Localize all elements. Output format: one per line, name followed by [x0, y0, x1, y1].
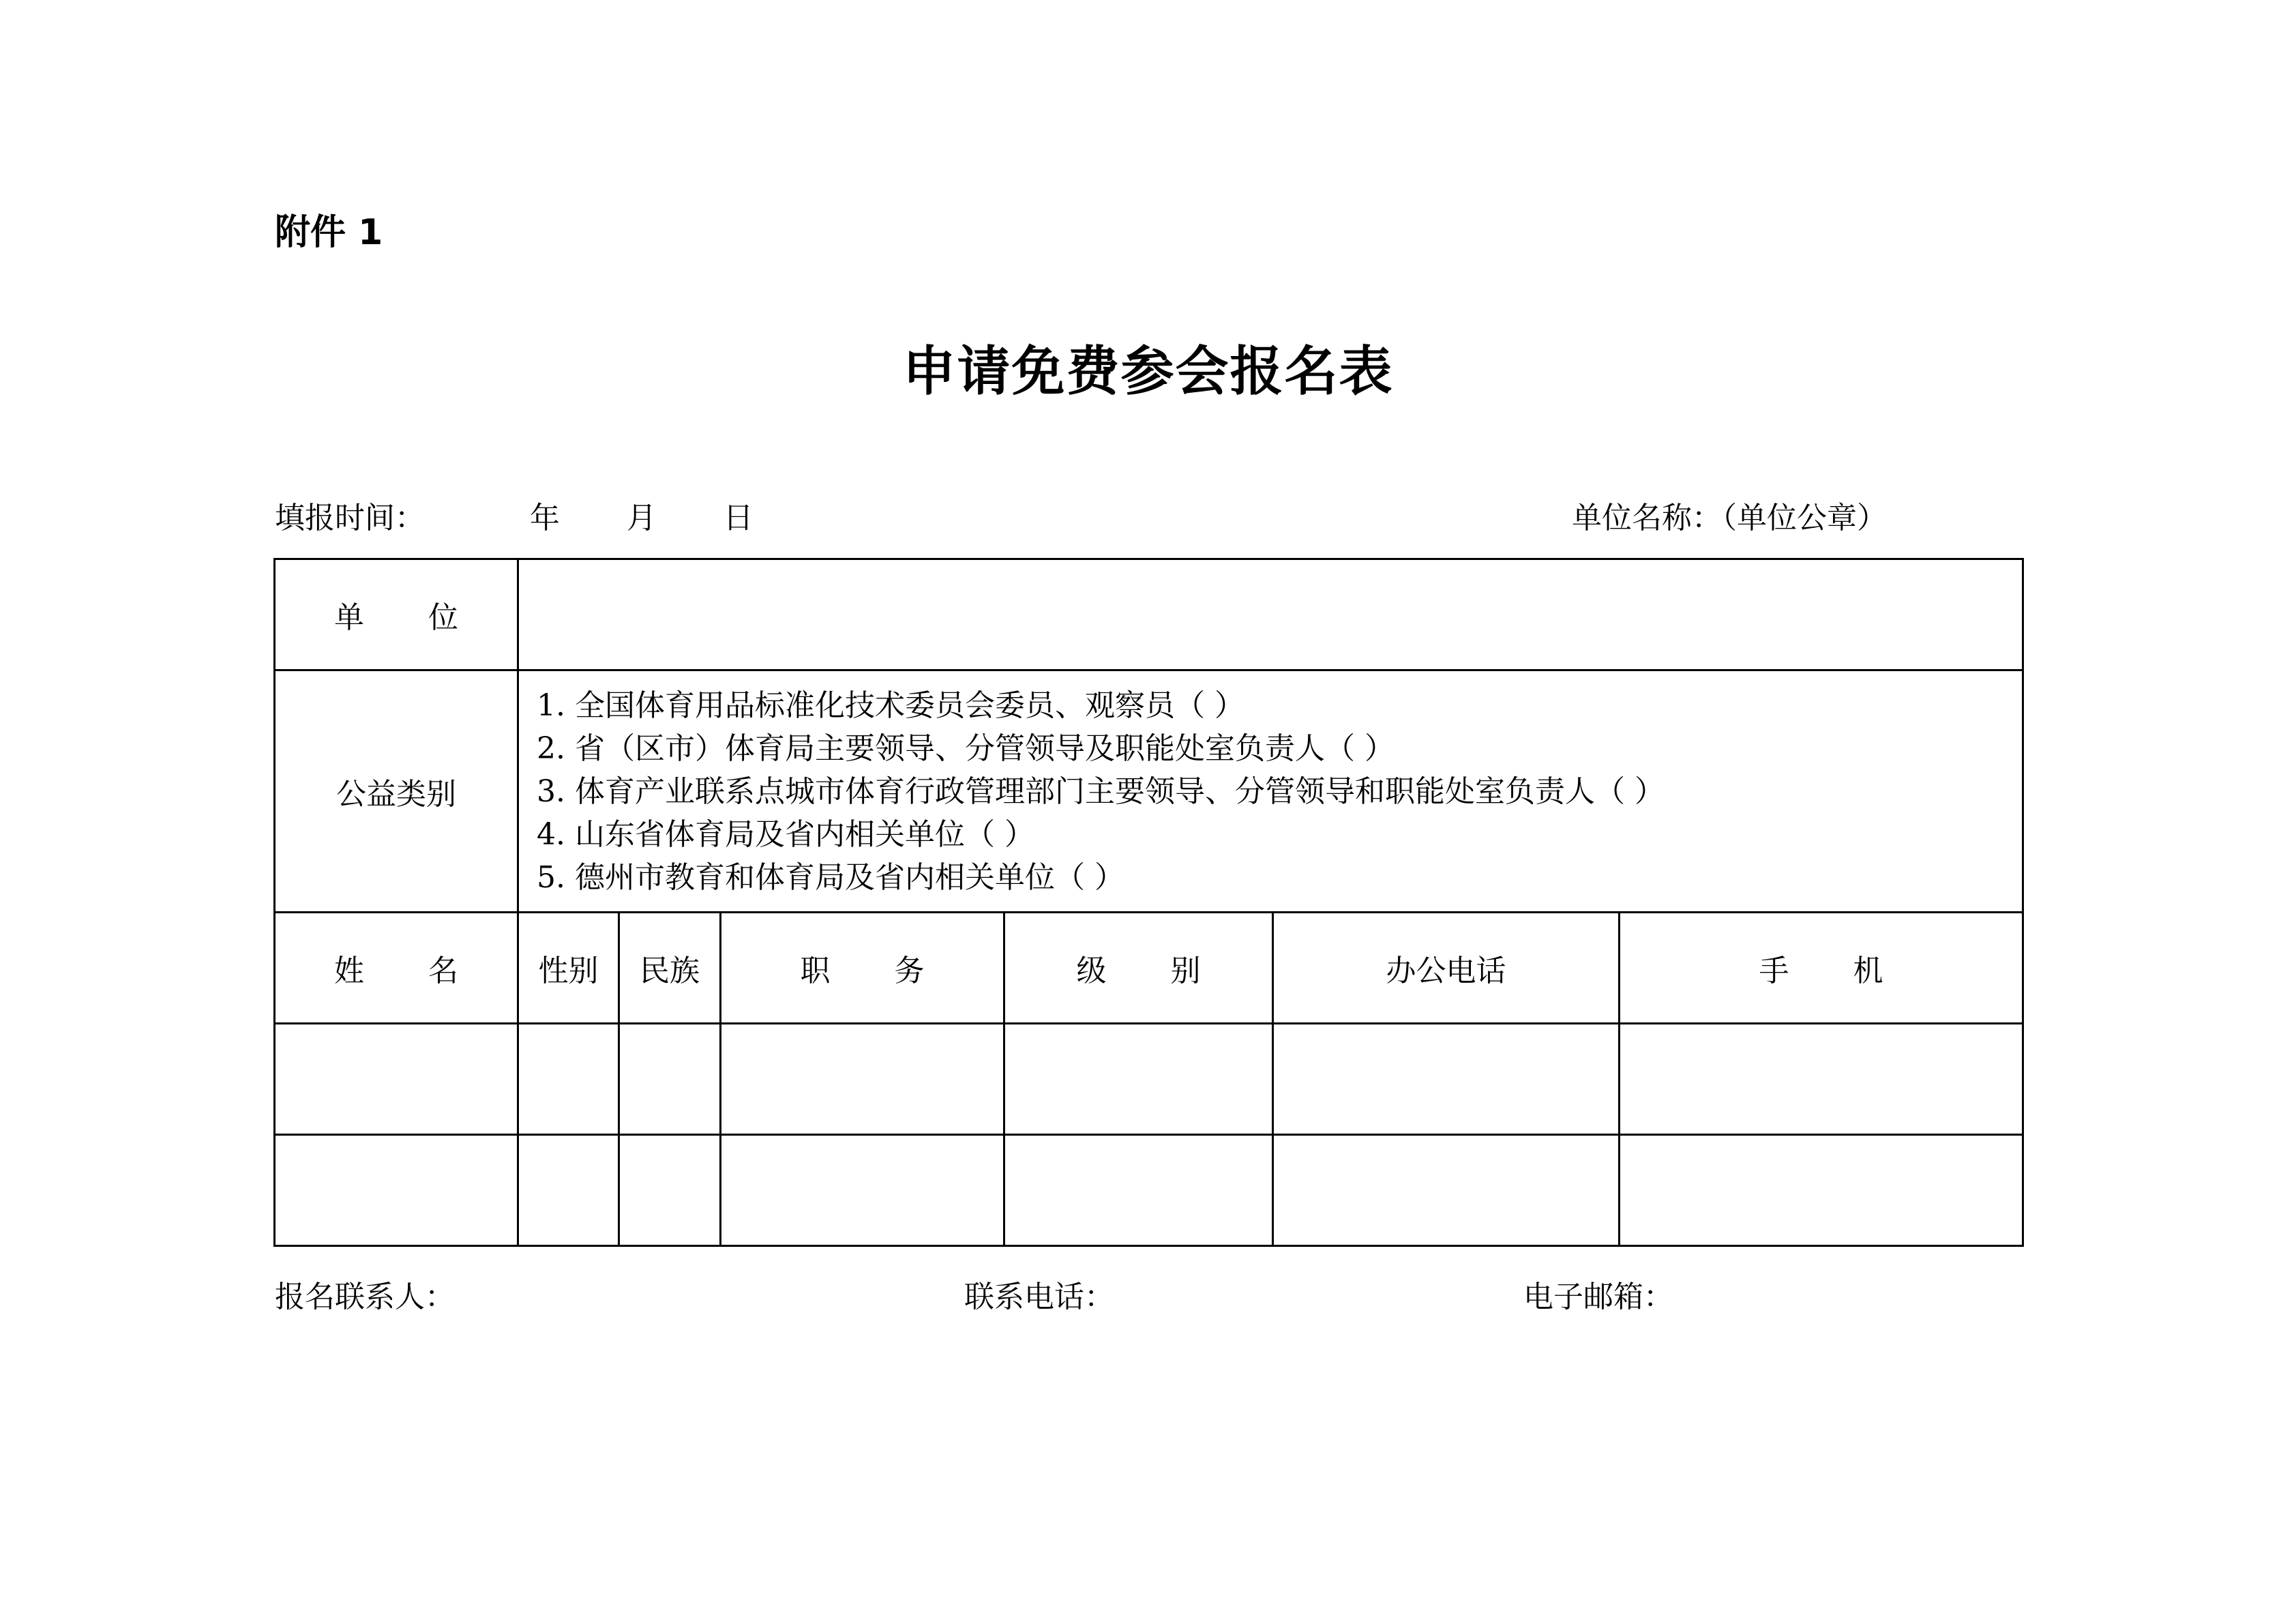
- col-header-name: [275, 913, 518, 1024]
- office-phone-cell[interactable]: [1273, 1024, 1620, 1135]
- office-phone-cell[interactable]: [1273, 1135, 1620, 1246]
- col-header-name-text: 姓 名: [334, 954, 486, 988]
- attachment-label: 附件 1: [275, 212, 383, 253]
- contact-person-label: 报名联系人：: [275, 1280, 455, 1314]
- category-option-4[interactable]: 4. 山东省体育局及省内相关单位（ ）: [537, 816, 1034, 852]
- fill-time-label: 填报时间： 年 月 日: [275, 501, 754, 535]
- col-header-mobile: [1620, 913, 2023, 1024]
- unit-label: 单 位: [334, 600, 486, 635]
- table-row: [275, 1135, 2023, 1246]
- col-header-level: [1004, 913, 1273, 1024]
- col-header-office-phone: 办公电话: [1273, 913, 1620, 1024]
- name-cell[interactable]: [275, 1135, 518, 1246]
- category-option-3[interactable]: 3. 体育产业联系点城市体育行政管理部门主要领导、分管领导和职能处室负责人（ ）: [537, 773, 1665, 809]
- header-row: [275, 913, 2023, 1024]
- position-cell[interactable]: [721, 1024, 1004, 1135]
- level-cell[interactable]: [1004, 1135, 1273, 1246]
- registration-table: [273, 558, 2024, 1247]
- mobile-cell[interactable]: [1620, 1024, 2023, 1135]
- position-cell[interactable]: [721, 1135, 1004, 1246]
- col-header-position: [721, 913, 1004, 1024]
- ethnicity-cell[interactable]: [619, 1024, 721, 1135]
- category-options: [518, 670, 2023, 913]
- category-option-2[interactable]: 2. 省（区市）体育局主要领导、分管领导及职能处室负责人（ ）: [537, 730, 1395, 766]
- category-label: 公益类别: [275, 670, 518, 913]
- email-label: 电子邮箱：: [1523, 1280, 1673, 1314]
- category-option-1[interactable]: 1. 全国体育用品标准化技术委员会委员、观察员（ ）: [537, 688, 1244, 723]
- name-cell[interactable]: [275, 1024, 518, 1135]
- mobile-cell[interactable]: [1620, 1135, 2023, 1246]
- table-row: [275, 1024, 2023, 1135]
- gender-cell[interactable]: [518, 1135, 619, 1246]
- col-header-level-text: 级 别: [1076, 954, 1228, 988]
- col-header-gender: 性别: [518, 913, 619, 1024]
- gender-cell[interactable]: [518, 1024, 619, 1135]
- category-row: [275, 670, 2023, 913]
- unit-row: [275, 559, 2023, 670]
- form-title: 申请免费参会报名表: [902, 340, 1394, 402]
- category-option-5[interactable]: 5. 德州市教育和体育局及省内相关单位（ ）: [537, 859, 1124, 895]
- col-header-ethnicity: 民族: [619, 913, 721, 1024]
- contact-phone-label: 联系电话：: [964, 1280, 1114, 1314]
- level-cell[interactable]: [1004, 1024, 1273, 1135]
- col-header-position-text: 职 务: [800, 954, 952, 988]
- unit-label-cell: [275, 559, 518, 670]
- col-header-mobile-text: 手 机: [1759, 954, 1911, 988]
- unit-name-label: 单位名称：（单位公章）: [1572, 501, 1887, 535]
- ethnicity-cell[interactable]: [619, 1135, 721, 1246]
- unit-input-cell[interactable]: [518, 559, 2023, 670]
